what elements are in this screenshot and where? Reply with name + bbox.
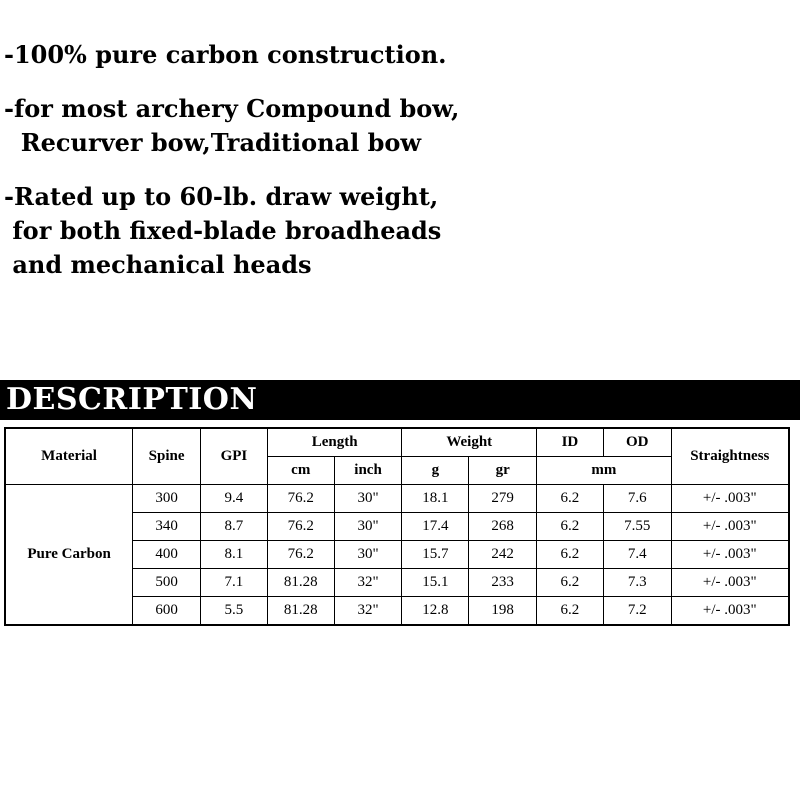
header-length-cm: cm (267, 457, 334, 485)
straightness-cell: +/- .003" (671, 541, 789, 569)
weight-gr-cell: 233 (469, 569, 537, 597)
weight-g-cell: 15.7 (402, 541, 469, 569)
weight-gr-cell: 198 (469, 597, 537, 626)
spine-cell: 300 (133, 485, 201, 513)
length-cm-cell: 81.28 (267, 569, 334, 597)
header-gpi: GPI (201, 428, 268, 485)
gpi-cell: 7.1 (201, 569, 268, 597)
length-inch-cell: 30" (334, 485, 402, 513)
id-cell: 6.2 (537, 597, 604, 626)
spec-table (4, 427, 790, 626)
description-banner (0, 380, 800, 420)
gpi-cell: 8.1 (201, 541, 268, 569)
straightness-cell: +/- .003" (671, 597, 789, 626)
straightness-cell: +/- .003" (671, 569, 789, 597)
weight-g-cell: 12.8 (402, 597, 469, 626)
feature-item (4, 38, 794, 72)
weight-g-cell: 18.1 (402, 485, 469, 513)
feature-item (4, 180, 794, 282)
feature-item (4, 92, 794, 160)
length-inch-cell: 32" (334, 569, 402, 597)
length-cm-cell: 81.28 (267, 597, 334, 626)
material-cell: Pure Carbon (5, 485, 133, 626)
feature-line: Recurver bow,Traditional bow (4, 128, 422, 157)
section-title: DESCRIPTION (6, 382, 258, 417)
od-cell: 7.55 (603, 513, 671, 541)
header-straightness: Straightness (671, 428, 789, 485)
header-spine: Spine (133, 428, 201, 485)
od-cell: 7.6 (603, 485, 671, 513)
spine-cell: 400 (133, 541, 201, 569)
spine-cell: 340 (133, 513, 201, 541)
table-header-row (5, 428, 789, 457)
header-weight-gr: gr (469, 457, 537, 485)
od-cell: 7.4 (603, 541, 671, 569)
weight-gr-cell: 242 (469, 541, 537, 569)
id-cell: 6.2 (537, 513, 604, 541)
length-cm-cell: 76.2 (267, 513, 334, 541)
id-cell: 6.2 (537, 541, 604, 569)
header-od: OD (603, 428, 671, 457)
feature-line: -Rated up to 60-lb. draw weight, (4, 182, 439, 211)
header-weight-g: g (402, 457, 469, 485)
gpi-cell: 8.7 (201, 513, 268, 541)
header-length-inch: inch (334, 457, 402, 485)
straightness-cell: +/- .003" (671, 513, 789, 541)
header-id: ID (537, 428, 604, 457)
weight-gr-cell: 268 (469, 513, 537, 541)
weight-g-cell: 15.1 (402, 569, 469, 597)
straightness-cell: +/- .003" (671, 485, 789, 513)
header-material: Material (5, 428, 133, 485)
id-cell: 6.2 (537, 569, 604, 597)
gpi-cell: 9.4 (201, 485, 268, 513)
length-inch-cell: 30" (334, 541, 402, 569)
weight-gr-cell: 279 (469, 485, 537, 513)
table-row (5, 485, 789, 513)
length-inch-cell: 30" (334, 513, 402, 541)
spine-cell: 500 (133, 569, 201, 597)
length-cm-cell: 76.2 (267, 485, 334, 513)
length-inch-cell: 32" (334, 597, 402, 626)
feature-line: for both fixed-blade broadheads (4, 216, 442, 245)
length-cm-cell: 76.2 (267, 541, 334, 569)
header-mm: mm (537, 457, 672, 485)
od-cell: 7.3 (603, 569, 671, 597)
feature-line: -for most archery Compound bow, (4, 94, 460, 123)
feature-line: -100% pure carbon construction. (4, 40, 447, 69)
header-weight: Weight (402, 428, 537, 457)
header-length: Length (267, 428, 402, 457)
id-cell: 6.2 (537, 485, 604, 513)
feature-line: and mechanical heads (4, 250, 312, 279)
weight-g-cell: 17.4 (402, 513, 469, 541)
od-cell: 7.2 (603, 597, 671, 626)
gpi-cell: 5.5 (201, 597, 268, 626)
feature-list (4, 38, 794, 302)
spine-cell: 600 (133, 597, 201, 626)
